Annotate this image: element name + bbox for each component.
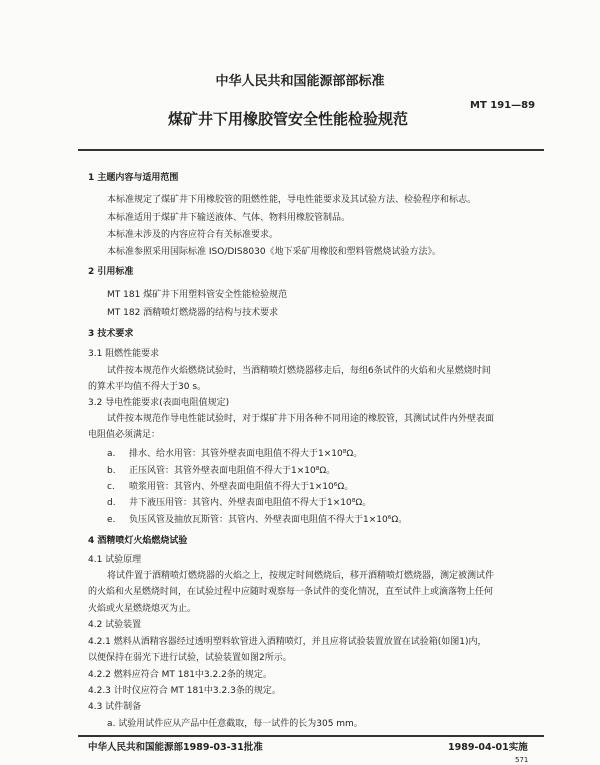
approval-line: 中华人民共和国能源部1989-03-31批准 [88, 742, 263, 753]
org-standard-title: 中华人民共和国能源部部标准 [215, 74, 385, 89]
paragraph: 本标准参照采用国际标准 ISO/DIS8030《地下采矿用橡胶和塑料管燃烧试验方法》。 [107, 247, 442, 257]
subsection-heading: 4.3 试件制备 [88, 702, 142, 712]
list-marker: a. [107, 449, 116, 459]
subsection-heading: 3.2 导电性能要求(表面电阻值规定) [88, 398, 230, 408]
standard-code: MT 191—89 [470, 100, 536, 111]
paragraph: 的火焰和火星燃烧时间，在试验过程中应随时观察每一条试件的变化情况，直至试件上或滴落物上任何 [88, 587, 494, 597]
implementation-line: 1989-04-01实施 [448, 742, 528, 753]
section-3-heading: 3 技术要求 [88, 329, 134, 339]
list-item [107, 448, 362, 460]
paragraph: 4.2.3 计时仪应符合 MT 181中3.2.3条的规定。 [88, 686, 281, 696]
subsection-heading: 4.2 试验装置 [88, 620, 142, 630]
list-text: 排水、给水用管：其管外壁表面电阻值不得大于1×10⁸Ω。 [129, 449, 363, 459]
list-item [107, 497, 371, 509]
paragraph: 以便保持在弱光下进行试验，试验装置如图2所示。 [88, 653, 292, 663]
list-marker: d. [107, 498, 116, 508]
list-marker: e. [107, 515, 116, 525]
paragraph: 试件按本规范作火焰燃烧试验时，当酒精喷灯燃烧器移走后，每组6条试件的火焰和火星燃烧时间 [107, 366, 491, 376]
footer-rule [78, 735, 544, 737]
reference-item: MT 181 煤矿井下用塑料管安全性能检验规范 [107, 290, 288, 300]
document-title: 煤矿井下用橡胶管安全性能检验规范 [168, 110, 409, 128]
paragraph: a. 试验用试件应从产品中任意截取，每一试件的长为305 mm。 [107, 719, 363, 729]
list-text: 喷浆用管：其管内、外壁表面电阻值不得大于1×10⁶Ω。 [129, 482, 354, 492]
paragraph: 将试件置于酒精喷灯燃烧器的火焰之上，按规定时间燃烧后，移开酒精喷灯燃烧器，测定被测试件 [107, 571, 495, 581]
list-marker: c. [107, 482, 115, 492]
list-item [107, 465, 335, 477]
section-4-heading: 4 酒精喷灯火焰燃烧试验 [88, 536, 188, 546]
list-text: 井下液压用管：其管内、外壁表面电阻值不得大于1×10⁸Ω。 [129, 498, 372, 508]
paragraph: 试件按本规范作导电性能试验时，对于煤矿井下用各种不同用途的橡胶管，其测试试件内外壁表面 [107, 414, 495, 424]
reference-item: MT 182 酒精喷灯燃烧器的结构与技术要求 [107, 308, 279, 318]
list-marker: b. [107, 466, 116, 476]
subsection-heading: 4.1 试验原理 [88, 555, 142, 565]
paragraph: 4.2.1 燃料从酒精容器经过透明塑料软管进入酒精喷灯，并且应将试验装置放置在试验箱(如图1)内， [88, 637, 487, 647]
subsection-heading: 3.1 阻燃性能要求 [88, 349, 160, 359]
paragraph: 本标准规定了煤矿井下用橡胶管的阻燃性能，导电性能要求及其试验方法、检验程序和标志。 [107, 195, 477, 205]
list-item [107, 514, 407, 526]
paragraph: 电阻值必须满足： [88, 430, 161, 440]
list-item [107, 481, 353, 493]
section-1-heading: 1 主题内容与适用范围 [88, 173, 179, 183]
list-text: 负压风管及抽放瓦斯管：其管内、外壁表面电阻值不得大于1×10⁶Ω。 [129, 515, 408, 525]
page-number: 571 [515, 756, 529, 764]
header-rule [78, 149, 544, 151]
paragraph: 的算术平均值不得大于30 s。 [88, 382, 207, 392]
list-text: 正压风管：其管外壁表面电阻值不得大于1×10⁸Ω。 [129, 466, 336, 476]
paragraph: 本标准适用于煤矿井下输送液体、气体、物料用橡胶管制品。 [107, 213, 351, 223]
paragraph: 4.2.2 燃料应符合 MT 181中3.2.2条的规定。 [88, 670, 272, 680]
paragraph: 本标准未涉及的内容应符合有关标准要求。 [107, 230, 279, 240]
paragraph: 火焰或火星燃烧熄灭为止。 [88, 604, 197, 614]
section-2-heading: 2 引用标准 [88, 267, 134, 277]
